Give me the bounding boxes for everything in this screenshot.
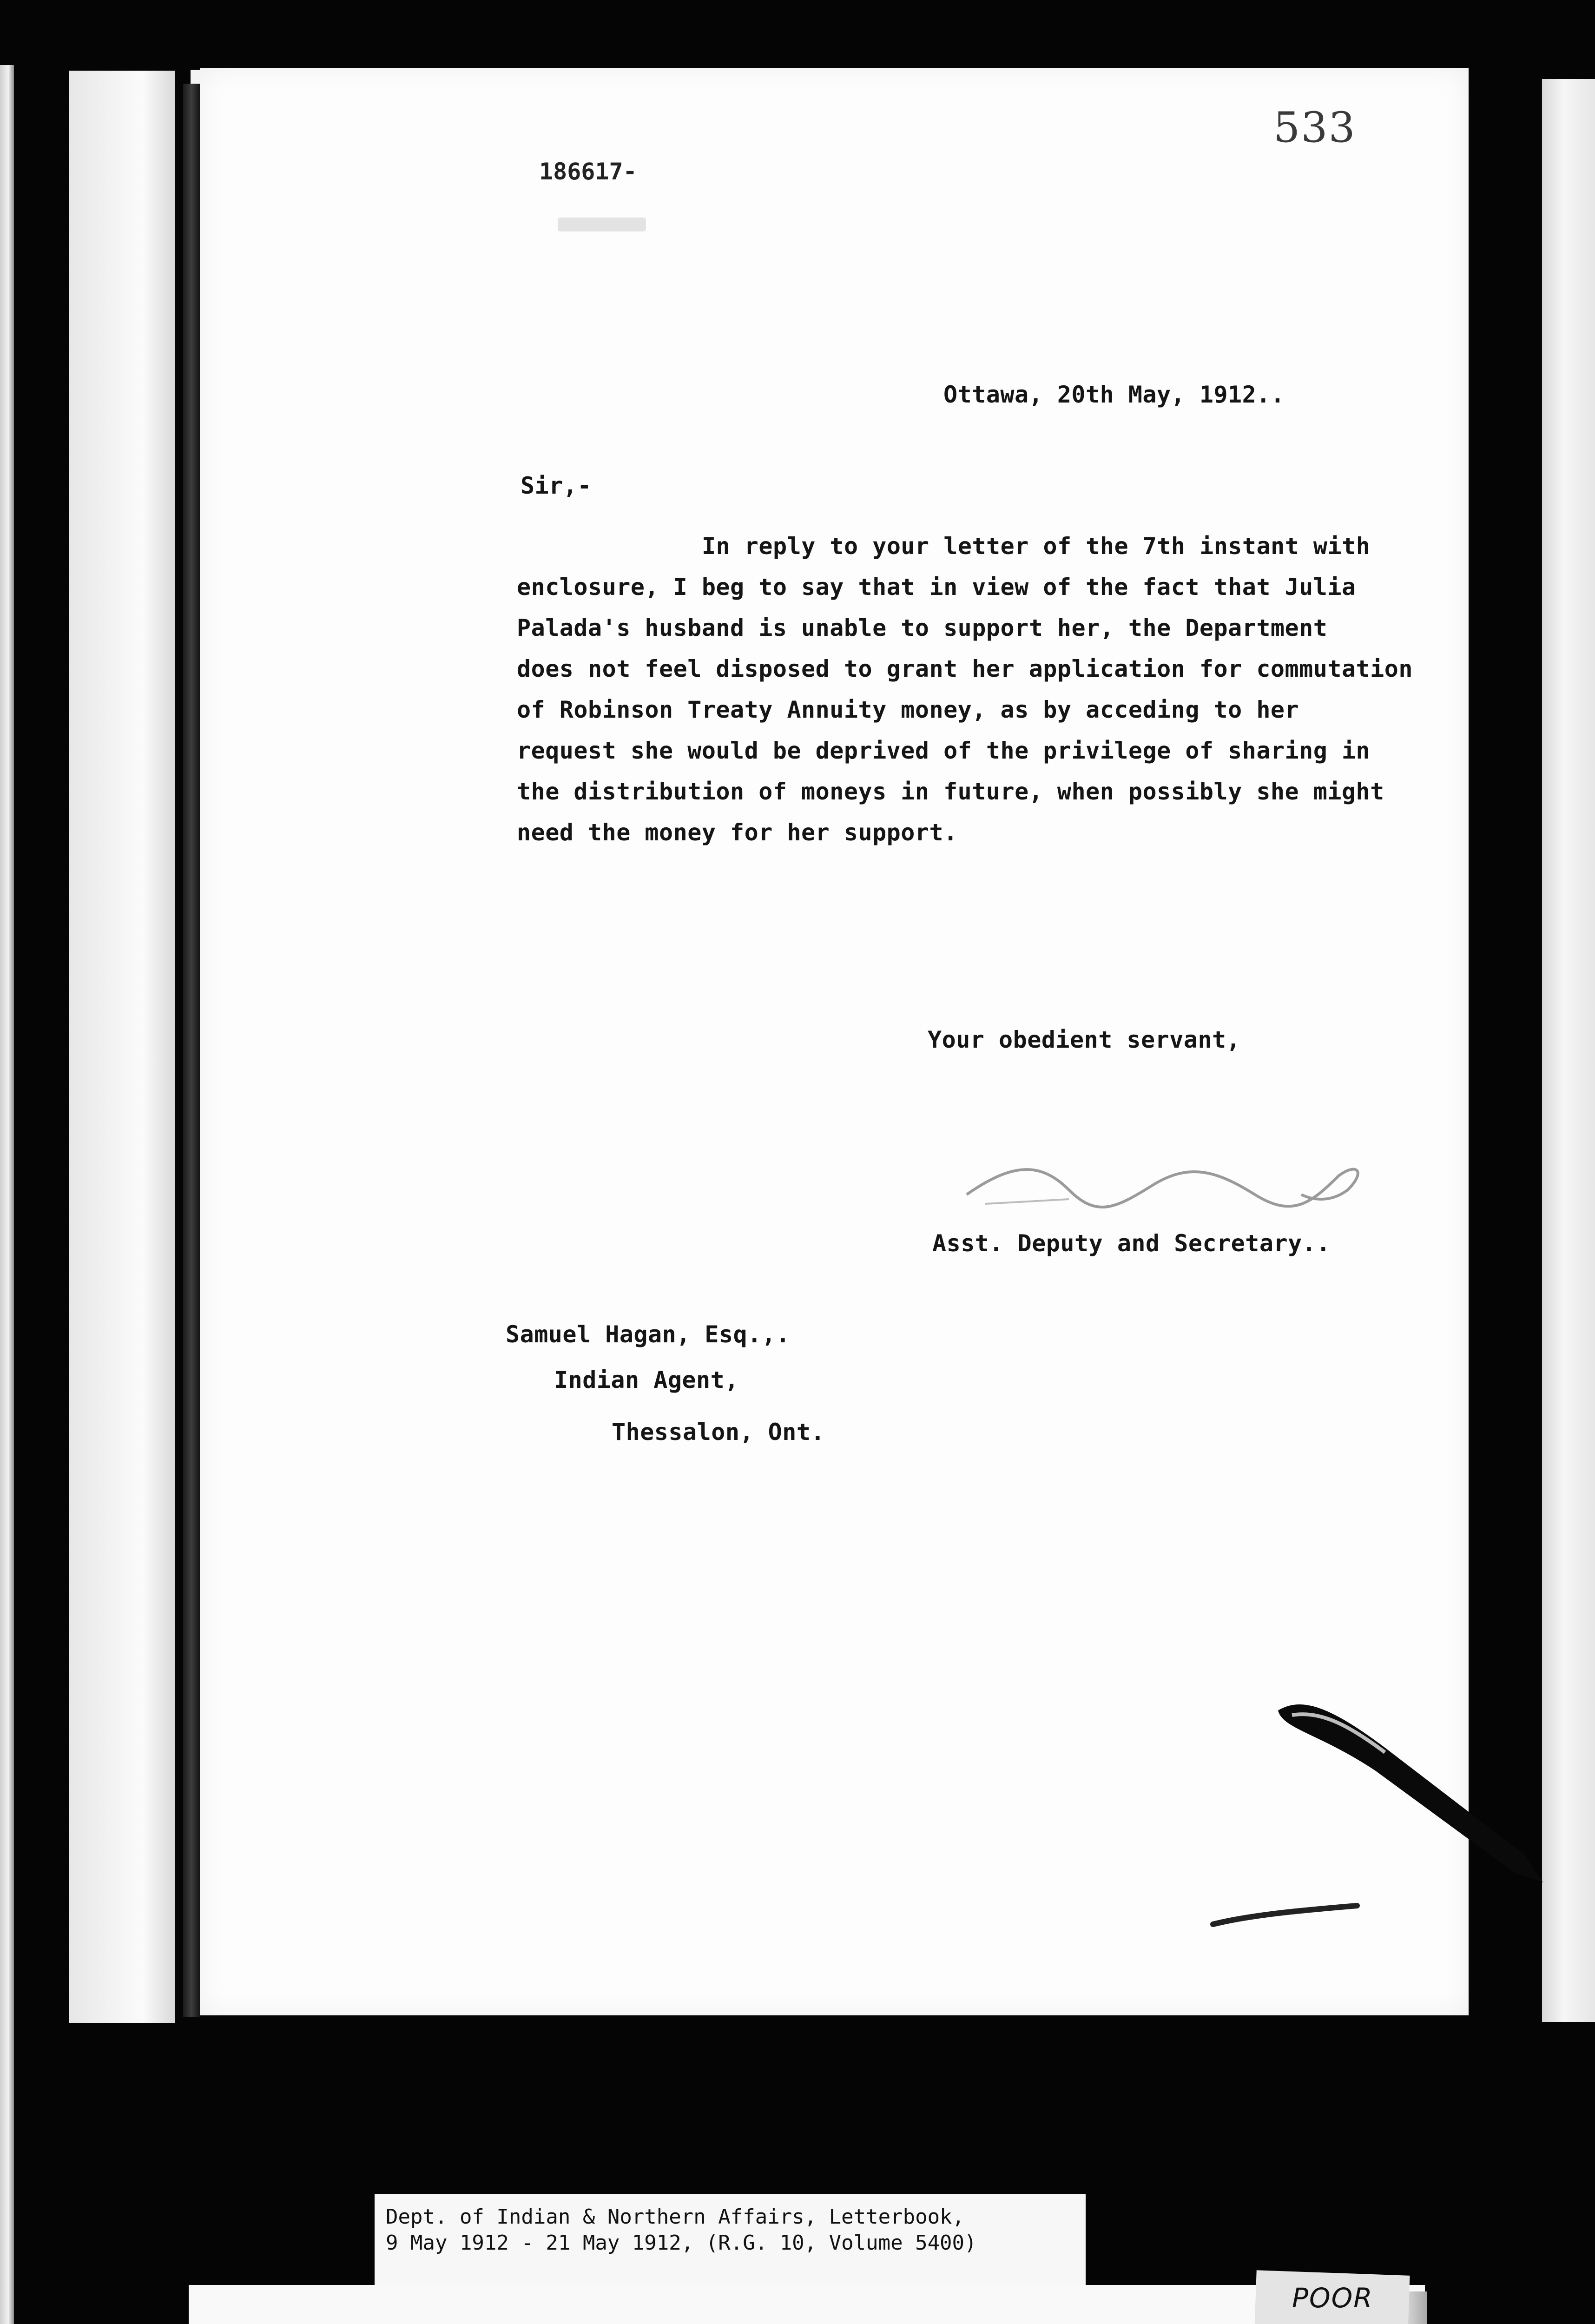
addressee-position: Indian Agent, xyxy=(554,1367,739,1393)
adjacent-page-left xyxy=(69,71,175,2023)
film-edge-left xyxy=(0,65,14,2324)
addressee-name: Samuel Hagan, Esq.,. xyxy=(506,1321,791,1348)
body-line: In reply to your letter of the 7th instant with xyxy=(702,533,1371,560)
pen-stroke-mark xyxy=(1208,1896,1366,1934)
archive-reference-line: 9 May 1912 - 21 May 1912, (R.G. 10, Volume 5400) xyxy=(386,2231,977,2255)
body-line: need the money for her support. xyxy=(517,819,958,846)
public-archives-card xyxy=(189,2285,1425,2324)
date-line: Ottawa, 20th May, 1912.. xyxy=(943,381,1285,408)
faded-stamp xyxy=(558,218,646,231)
body-line: the distribution of moneys in future, when possibly she might xyxy=(517,778,1384,805)
poor-copy-line: POOR xyxy=(1292,2282,1373,2314)
addressee-location: Thessalon, Ont. xyxy=(612,1419,825,1446)
signature-title: Asst. Deputy and Secretary.. xyxy=(932,1230,1331,1257)
binding-shadow xyxy=(183,84,200,2017)
body-line: enclosure, I beg to say that in view of the fact that Julia xyxy=(517,574,1356,601)
body-line: of Robinson Treaty Annuity money, as by acceding to her xyxy=(517,696,1299,723)
body-line: Palada's husband is unable to support her, the Department xyxy=(517,614,1328,641)
page-number: 533 xyxy=(1273,103,1356,152)
archive-reference-line: Dept. of Indian & Northern Affairs, Letterbook, xyxy=(386,2205,965,2229)
salutation: Sir,- xyxy=(521,472,592,499)
closing: Your obedient servant, xyxy=(928,1026,1241,1053)
body-line: does not feel disposed to grant her application for commutation xyxy=(517,655,1413,682)
file-number: 186617- xyxy=(539,158,637,185)
signature xyxy=(957,1143,1376,1218)
body-line: request she would be deprived of the privilege of sharing in xyxy=(517,737,1371,764)
